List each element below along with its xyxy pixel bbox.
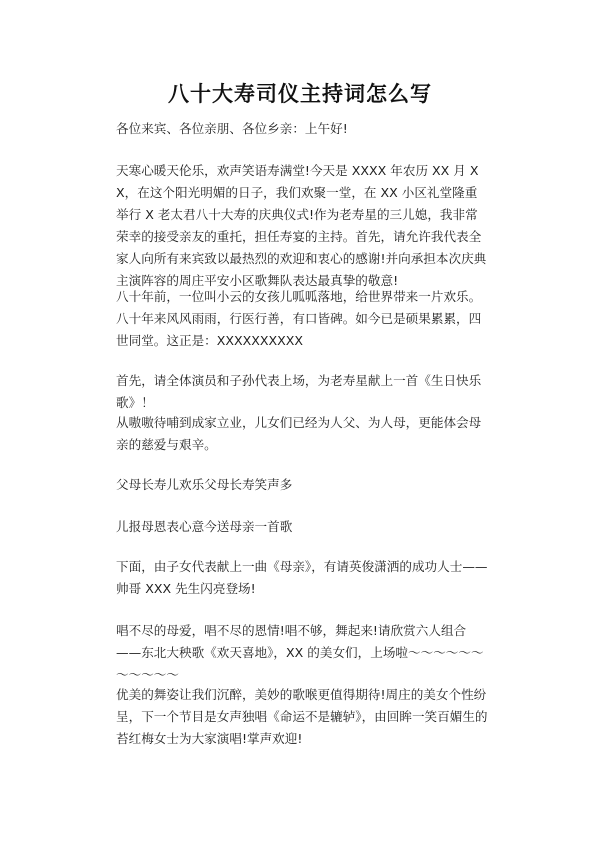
paragraph-verse-2: 儿报母恩表心意今送母亲一首歌 [116, 519, 293, 534]
paragraph-history: 八十年前，一位叫小云的女孩儿呱呱落地，给世界带来一片欢乐。八十年来风风雨雨，行医行善，有口皆碑。如今已是硕果累累，四世同堂。这正是：XXXXXXXXXX [116, 289, 482, 348]
paragraph-children: 从嗷嗷待哺到成家立业，儿女们已经为人父、为人母，更能体会母亲的慈爱与艰辛。 [116, 415, 482, 452]
paragraph-greeting: 各位来宾、各位亲朋、各位乡亲：上午好! [116, 121, 348, 136]
page-title: 八十大寿司仪主持词怎么写 [168, 82, 432, 106]
paragraph-song-mother: 下面，由子女代表献上一曲《母亲》，有请英俊潇洒的成功人士——帅哥 XXX 先生闪亮登场! [116, 559, 488, 596]
paragraph-verse-1: 父母长寿儿欢乐父母长寿笑声多 [116, 477, 293, 492]
paragraph-opening: 天寒心暖天伦乐，欢声笑语寿满堂!今天是 XXXX 年农历 XX 月 XX，在这个阳光明媚的日子，我们欢聚一堂，在 XX 小区礼堂隆重举行 X 老太君八十大寿的庆典仪式!作为老寿星的三儿媳，我非常荣幸的接受亲友的重托，担任寿宴的主持。首先，请允许我代表全家人向所有来宾致以最热烈的欢迎和衷心的感谢!并向承担本次庆典主演阵容的周庄平安小区歌舞队表达最真挚的敬意! [116, 163, 487, 288]
paragraph-solo: 优美的舞姿让我们沉醉，美妙的歌喉更值得期待!周庄的美女个性纷呈，下一个节目是女声独唱《命运不是辘轳》，由回眸一笑百媚生的苔红梅女士为大家演唱!掌声欢迎! [116, 687, 488, 746]
paragraph-dance: 唱不尽的母爱，唱不尽的恩情!唱不够，舞起来!请欣赏六人组合——东北大秧歌《欢天喜地》，XX 的美女们，上场啦～～～～～～～～～～～ [116, 623, 484, 682]
paragraph-birthday-song: 首先，请全体演员和子孙代表上场，为老寿星献上一首《生日快乐歌》！ [116, 373, 482, 410]
